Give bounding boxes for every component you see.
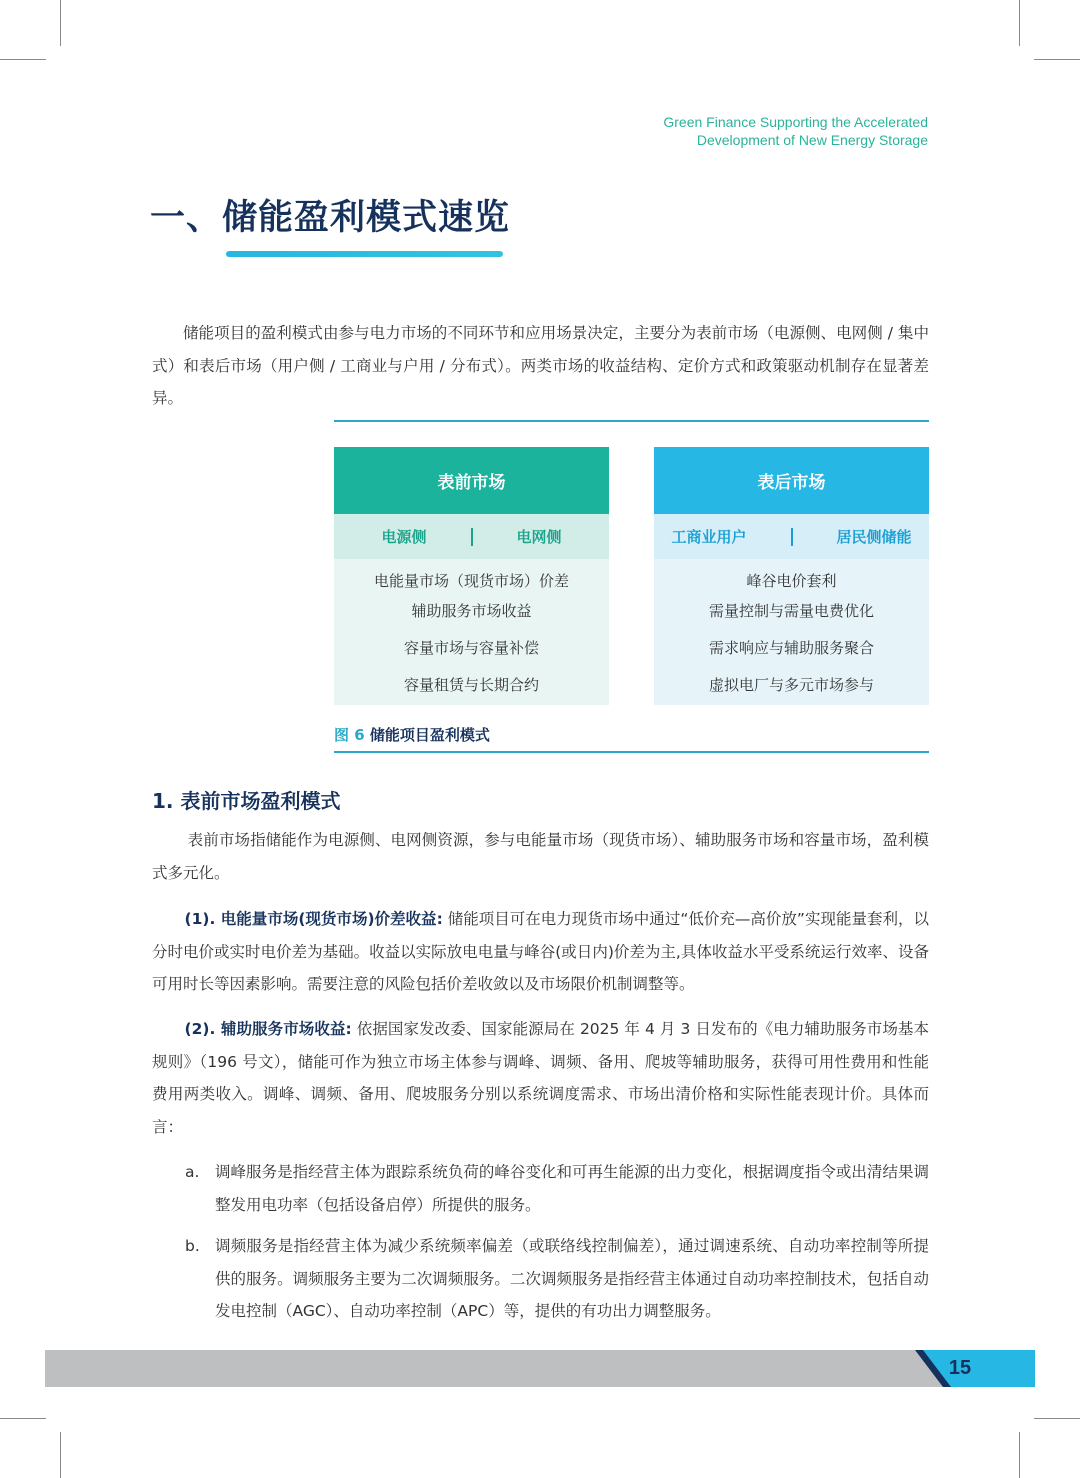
behind-the-meter-subheader	[654, 514, 929, 559]
front-of-meter-subheader	[334, 514, 609, 559]
list-item: 容量租赁与长期合约	[403, 676, 539, 694]
list-item: 虚拟电厂与多元市场参与	[708, 676, 874, 694]
running-header	[663, 113, 928, 149]
list-item: 容量市场与容量补偿	[403, 639, 539, 657]
crop-mark	[0, 59, 46, 60]
list-marker: b.	[185, 1237, 200, 1255]
ancillary-service-paragraph	[152, 1013, 929, 1143]
crop-mark	[0, 1418, 46, 1419]
front-of-meter-column	[334, 447, 609, 705]
front-of-meter-header: 表前市场	[334, 447, 609, 514]
commercial-user-label: 工商业用户	[671, 528, 747, 546]
behind-the-meter-column	[654, 447, 929, 705]
figure-caption-text: 储能项目盈利模式	[369, 726, 490, 744]
crop-mark	[1034, 1418, 1080, 1419]
list-item-text: 调峰服务是指经营主体为跟踪系统负荷的峰谷变化和可再生能源的出力变化，根据调度指令或出清结果调整发用电功率（包括设备启停）所提供的服务。	[215, 1163, 929, 1214]
list-item: 峰谷电价套利	[746, 572, 837, 590]
generation-side-label: 电源侧	[381, 528, 427, 546]
section-intro-paragraph: 表前市场指储能作为电源侧、电网侧资源，参与电能量市场（现货市场）、辅助服务市场和容量市场，盈利模式多元化。	[152, 831, 929, 882]
list-marker: a.	[185, 1163, 200, 1181]
list-item: 需求响应与辅助服务聚合	[708, 639, 874, 657]
spot-market-paragraph	[152, 903, 929, 1001]
crop-mark	[60, 0, 61, 46]
residential-storage-label: 居民侧储能	[836, 528, 912, 546]
list-item-text: 调频服务是指经营主体为减少系统频率偏差（或联络线控制偏差），通过调速系统、自动功率控制等所提供的服务。调频服务主要为二次调频服务。二次调频服务是指经营主体通过自动功率控制技术，包括自动发电控制（AGC）、自动功率控制（APC）等，提供的有功出力调整服务。	[215, 1237, 929, 1320]
behind-the-meter-header: 表后市场	[654, 447, 929, 514]
paragraph-body: 依据国家发改委、国家能源局在 2025 年 4 月 3 日发布的《电力辅助服务市场基本规则》（196 号文），储能可作为独立市场主体参与调峰、调频、备用、爬坡等辅助服务，获得可用性费用和性能费用两类收入。调峰、调频、备用、爬坡服务分别以系统调度需求、市场出清价格和实际性能表现计价。具体而言：	[152, 1020, 930, 1136]
section-heading: 1. 表前市场盈利模式	[152, 789, 341, 813]
behind-the-meter-list	[654, 559, 929, 705]
figure-top-rule	[334, 420, 929, 422]
paragraph-lead: (2). 辅助服务市场收益:	[184, 1020, 352, 1038]
page-number: 15	[948, 1357, 972, 1379]
intro-paragraph: 储能项目的盈利模式由参与电力市场的不同环节和应用场景决定，主要分为表前市场（电源侧、电网侧 / 集中式）和表后市场（用户侧 / 工商业与户用 / 分布式）。两类市场的收益结构、定价方式和政策驱动机制存在显著差异。	[152, 324, 929, 407]
divider	[471, 528, 473, 546]
footer-bar	[45, 1350, 1035, 1387]
figure-bottom-rule	[334, 751, 929, 753]
list-item: 电能量市场（现货市场）价差	[373, 572, 569, 590]
list-item: 辅助服务市场收益	[411, 602, 532, 620]
page-title: 一、储能盈利模式速览	[150, 198, 511, 238]
figure-number: 图 6	[334, 726, 365, 744]
title-underline	[226, 251, 503, 257]
running-header-line: Green Finance Supporting the Accelerated	[663, 114, 928, 130]
list-item-a	[185, 1156, 929, 1221]
paragraph-body: 储能项目可在电力现货市场中通过“低价充—高价放”实现能量套利，以分时电价或实时电价差为基础。收益以实际放电电量与峰谷(或日内)价差为主,具体收益水平受系统运行效率、设备可用时长等因素影响。需要注意的风险包括价差收敛以及市场限价机制调整等。	[152, 910, 929, 993]
grid-side-label: 电网侧	[516, 528, 562, 546]
front-of-meter-list	[334, 559, 609, 705]
figure-caption	[334, 724, 490, 745]
crop-mark	[1019, 0, 1020, 46]
divider	[791, 528, 793, 546]
list-item-b	[185, 1230, 929, 1328]
crop-mark	[1019, 1432, 1020, 1478]
running-header-line: Development of New Energy Storage	[696, 132, 928, 148]
list-item: 需量控制与需量电费优化	[708, 602, 874, 620]
crop-mark	[1034, 59, 1080, 60]
paragraph-lead: (1). 电能量市场(现货市场)价差收益:	[184, 910, 443, 928]
crop-mark	[60, 1432, 61, 1478]
footer-grey-band	[45, 1350, 1035, 1387]
